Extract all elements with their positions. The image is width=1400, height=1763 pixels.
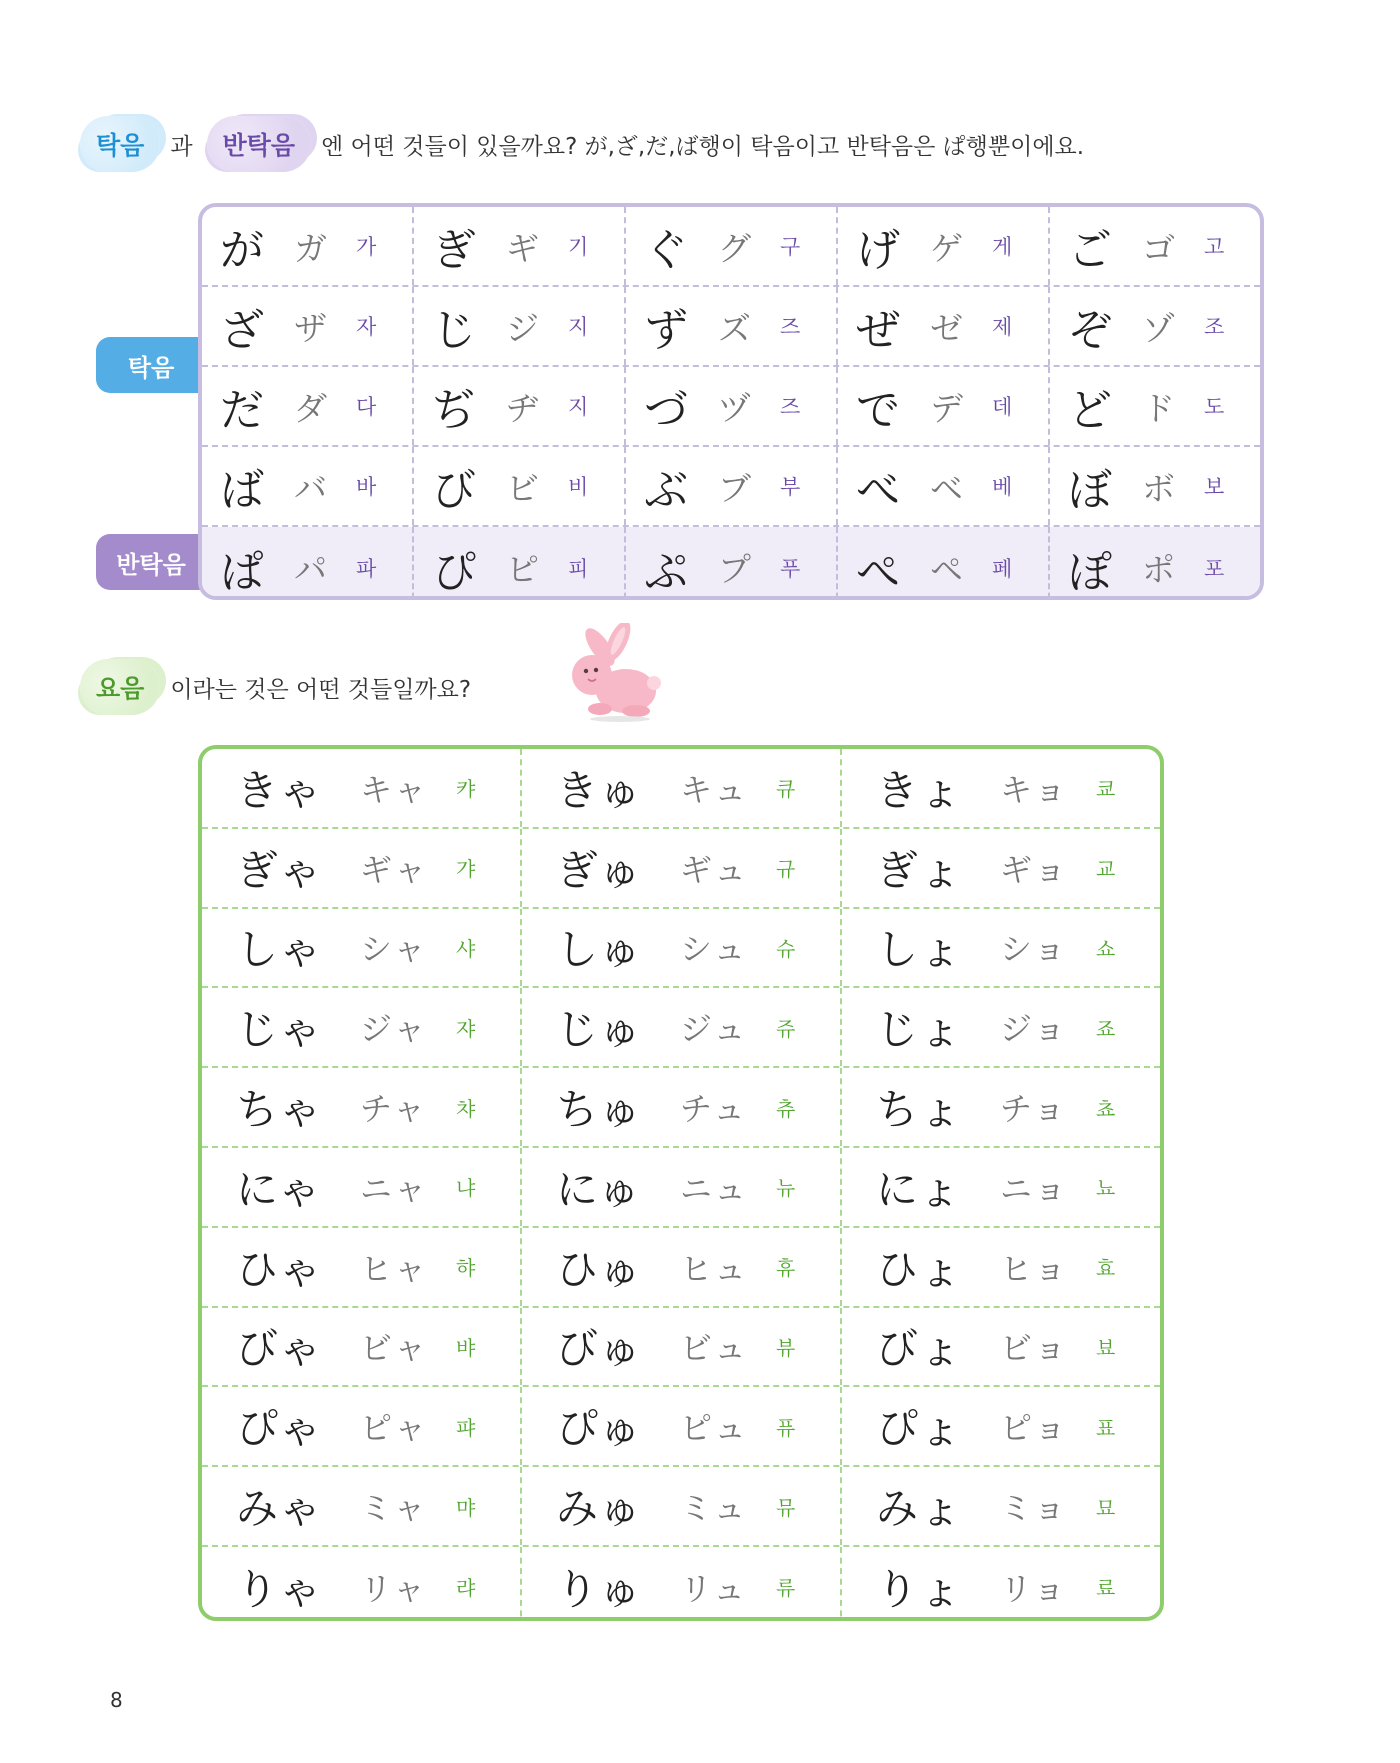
dakuon-katakana: プ: [718, 550, 751, 589]
dakuon-cell: [626, 447, 838, 525]
dakuon-hiragana: ぐ: [644, 225, 688, 276]
dakuon-katakana: ジ: [506, 308, 539, 348]
page-number: 8: [110, 1688, 123, 1712]
youon-cell: [842, 1547, 1160, 1621]
youon-korean: 휴: [776, 1256, 796, 1281]
youon-cell: [522, 1308, 842, 1386]
youon-hiragana: びゃ: [236, 1324, 323, 1374]
youon-katakana: ギョ: [1000, 850, 1069, 889]
dakuon-row: [202, 287, 1260, 367]
dakuon-cell: [838, 367, 1050, 445]
dakuon-hiragana: だ: [220, 385, 264, 436]
youon-cell: [842, 1148, 1160, 1226]
dakuon-cell: [626, 207, 838, 285]
dakuon-hiragana: ぞ: [1068, 305, 1112, 356]
dakuon-cell: [838, 527, 1050, 600]
dakuon-katakana: ザ: [294, 308, 327, 348]
youon-katakana: キュ: [680, 770, 749, 809]
youon-hiragana: みょ: [876, 1484, 963, 1534]
youon-korean: 먀: [456, 1495, 476, 1520]
youon-hiragana: じゅ: [556, 1005, 643, 1055]
youon-cell: [522, 1467, 842, 1545]
dakuon-side-label: 탁음: [96, 337, 206, 393]
dakuon-katakana: ゾ: [1142, 308, 1175, 348]
dakuon-korean: 지: [568, 315, 589, 339]
dakuon-hiragana: ば: [220, 465, 264, 516]
youon-hiragana: みゃ: [236, 1484, 323, 1534]
youon-hiragana: きゃ: [236, 765, 323, 815]
youon-korean: 쵸: [1096, 1096, 1116, 1121]
youon-katakana: チャ: [360, 1090, 428, 1129]
dakuon-hiragana: げ: [856, 225, 900, 276]
dakuon-cell: [1050, 287, 1260, 365]
dakuon-korean: 베: [992, 475, 1013, 499]
dakuon-cell: [202, 447, 414, 525]
youon-korean: 효: [1096, 1256, 1116, 1281]
dakuon-katakana: ダ: [294, 388, 327, 428]
dakuon-cell: [414, 287, 626, 365]
dakuon-korean: 다: [356, 395, 377, 419]
youon-korean: 큐: [776, 777, 796, 802]
bunny-icon: [560, 623, 666, 725]
youon-katakana: ピュ: [680, 1409, 749, 1448]
dakuon-katakana: ゼ: [930, 308, 963, 348]
intro-text: 엔 어떤 것들이 있을까요? が,ざ,だ,ば행이 탁음이고 반탁음은 ぱ행뿐이에요.: [320, 133, 1085, 160]
dakuon-intro: [80, 112, 1084, 176]
dakuon-hiragana: ぺ: [856, 546, 900, 598]
dakuon-katakana: グ: [718, 228, 751, 268]
dakuon-katakana: ゴ: [1142, 228, 1175, 268]
dakuon-hiragana: ご: [1068, 225, 1112, 276]
youon-katakana: シュ: [680, 930, 748, 969]
youon-cell: [202, 1387, 522, 1465]
youon-hiragana: しょ: [876, 925, 963, 975]
youon-cell: [522, 1148, 842, 1226]
dakuon-hiragana: ざ: [220, 305, 264, 356]
dakuon-hiragana: ぢ: [432, 385, 476, 436]
dakuon-hiragana: ぜ: [856, 305, 900, 356]
youon-cell: [202, 909, 522, 987]
dakuon-cell: [202, 367, 414, 445]
youon-cell: [202, 1547, 522, 1621]
youon-hiragana: ぴょ: [876, 1404, 963, 1454]
youon-katakana: ヒョ: [1000, 1249, 1069, 1288]
handakuon-side-label: 반탁음: [96, 534, 206, 590]
dakuon-row: [202, 207, 1260, 287]
dakuon-cell: [202, 287, 414, 365]
youon-cell: [202, 988, 522, 1066]
dakuon-korean: 게: [992, 235, 1013, 259]
youon-katakana: チュ: [680, 1090, 748, 1129]
youon-korean: 뱌: [456, 1335, 476, 1360]
dakuon-katakana: ヅ: [718, 388, 751, 428]
dakuon-cell: [838, 447, 1050, 525]
youon-korean: 뵤: [1096, 1335, 1116, 1360]
dakuon-cell: [414, 527, 626, 600]
youon-hiragana: ちょ: [876, 1085, 963, 1135]
youon-korean: 햐: [456, 1256, 476, 1281]
dakuon-katakana: パ: [294, 550, 327, 589]
dakuon-cell: [626, 527, 838, 600]
dakuon-korean: 포: [1204, 556, 1225, 581]
youon-cell: [522, 909, 842, 987]
youon-hiragana: りゃ: [236, 1564, 323, 1614]
youon-row: [202, 1387, 1160, 1467]
youon-korean: 냐: [456, 1176, 476, 1201]
handakuon-cloud-label: 반탁음: [207, 116, 311, 172]
youon-hiragana: しゃ: [236, 925, 323, 975]
youon-korean: 쇼: [1096, 936, 1116, 961]
youon-korean: 뉴: [776, 1176, 796, 1201]
youon-katakana: ヒュ: [680, 1249, 749, 1288]
youon-row: [202, 829, 1160, 909]
youon-hiragana: びょ: [876, 1324, 963, 1374]
youon-hiragana: ぴゅ: [556, 1404, 643, 1454]
youon-korean: 표: [1096, 1415, 1116, 1440]
youon-cloud-label: 요음: [80, 659, 160, 715]
youon-cell: [522, 1068, 842, 1146]
dakuon-korean: 고: [1204, 235, 1225, 259]
dakuon-hiragana: ぴ: [432, 546, 476, 598]
youon-cell: [202, 1148, 522, 1226]
youon-korean: 류: [776, 1576, 796, 1601]
dakuon-katakana: ギ: [506, 228, 539, 268]
dakuon-cell: [414, 207, 626, 285]
dakuon-katakana: デ: [930, 388, 963, 428]
dakuon-katakana: バ: [294, 468, 327, 508]
youon-cell: [522, 749, 842, 827]
youon-cell: [842, 749, 1160, 827]
youon-katakana: ピョ: [1000, 1409, 1069, 1448]
dakuon-katakana: ベ: [930, 468, 963, 508]
dakuon-korean: 페: [992, 556, 1013, 581]
dakuon-katakana: ゲ: [930, 228, 963, 268]
dakuon-cell: [838, 287, 1050, 365]
dakuon-hiragana: ど: [1068, 385, 1112, 436]
youon-katakana: ミョ: [1000, 1489, 1068, 1528]
dakuon-korean: 가: [356, 235, 377, 259]
dakuon-katakana: ビ: [506, 468, 539, 508]
youon-hiragana: きょ: [876, 765, 963, 815]
youon-katakana: ヒャ: [360, 1249, 429, 1288]
youon-cell: [522, 1228, 842, 1306]
dakuon-korean: 푸: [780, 556, 801, 581]
youon-intro: [80, 655, 471, 719]
dakuon-korean: 도: [1204, 395, 1225, 419]
dakuon-katakana: ブ: [718, 468, 751, 508]
dakuon-korean: 보: [1204, 475, 1225, 499]
youon-row: [202, 1228, 1160, 1308]
dakuon-katakana: ペ: [930, 550, 963, 589]
dakuon-korean: 파: [356, 556, 377, 581]
dakuon-katakana: ピ: [506, 550, 539, 589]
youon-katakana: ジュ: [680, 1010, 748, 1049]
youon-korean: 뇨: [1096, 1176, 1116, 1201]
youon-table: [198, 745, 1164, 1621]
dakuon-hiragana: で: [856, 385, 900, 436]
dakuon-korean: 비: [568, 475, 589, 499]
dakuon-korean: 제: [992, 315, 1013, 339]
dakuon-katakana: ボ: [1142, 468, 1175, 508]
dakuon-korean: 기: [568, 235, 589, 259]
dakuon-hiragana: づ: [644, 385, 688, 436]
youon-hiragana: にょ: [876, 1164, 962, 1214]
youon-cell: [842, 1467, 1160, 1545]
dakuon-row: [202, 367, 1260, 447]
youon-row: [202, 909, 1160, 989]
youon-katakana: ビョ: [1000, 1329, 1069, 1368]
youon-katakana: ショ: [1000, 930, 1068, 969]
youon-cell: [522, 1547, 842, 1621]
dakuon-cell: [838, 207, 1050, 285]
youon-korean: 뷰: [776, 1335, 796, 1360]
youon-korean: 쥬: [776, 1016, 796, 1041]
dakuon-cell: [1050, 527, 1260, 600]
dakuon-katakana: ポ: [1142, 550, 1175, 589]
youon-katakana: ニュ: [680, 1169, 749, 1208]
youon-hiragana: みゅ: [556, 1484, 643, 1534]
youon-katakana: ミュ: [680, 1489, 748, 1528]
youon-cell: [202, 1467, 522, 1545]
youon-hiragana: びゅ: [556, 1324, 643, 1374]
dakuon-korean: 부: [780, 475, 801, 499]
youon-korean: 슈: [776, 936, 796, 961]
dakuon-korean: 조: [1204, 315, 1225, 339]
youon-korean: 퓨: [776, 1415, 796, 1440]
youon-row: [202, 1068, 1160, 1148]
youon-korean: 퍄: [456, 1415, 476, 1440]
youon-hiragana: しゅ: [556, 925, 643, 975]
dakuon-cell: [626, 287, 838, 365]
youon-hiragana: ひゃ: [236, 1244, 323, 1294]
dakuon-hiragana: ず: [644, 305, 688, 356]
dakuon-row: [202, 527, 1260, 600]
youon-cell: [202, 749, 522, 827]
youon-hiragana: りゅ: [556, 1564, 643, 1614]
dakuon-katakana: ド: [1142, 388, 1175, 428]
youon-korean: 츄: [776, 1096, 796, 1121]
youon-korean: 교: [1096, 857, 1116, 882]
youon-hiragana: にゅ: [556, 1164, 642, 1214]
dakuon-korean: 바: [356, 475, 377, 499]
youon-korean: 랴: [456, 1576, 476, 1601]
youon-katakana: ジョ: [1000, 1010, 1068, 1049]
youon-korean: 뮤: [776, 1495, 796, 1520]
youon-katakana: ミャ: [360, 1489, 428, 1528]
dakuon-korean: 구: [780, 235, 801, 259]
youon-hiragana: きゅ: [556, 765, 643, 815]
youon-cell: [202, 1308, 522, 1386]
dakuon-hiragana: ぽ: [1068, 546, 1112, 598]
youon-cell: [842, 909, 1160, 987]
youon-katakana: ギャ: [360, 850, 429, 889]
dakuon-hiragana: ぼ: [1068, 465, 1112, 516]
youon-katakana: ジャ: [360, 1010, 428, 1049]
youon-intro-text: 이라는 것은 어떤 것들일까요?: [170, 676, 472, 703]
dakuon-hiragana: が: [220, 225, 264, 276]
youon-korean: 쟈: [456, 1016, 476, 1041]
intro-conjunction: 과: [170, 133, 193, 160]
youon-korean: 샤: [456, 936, 476, 961]
dakuon-cloud-label: 탁음: [80, 116, 160, 172]
youon-cell: [522, 988, 842, 1066]
youon-katakana: ニャ: [360, 1169, 429, 1208]
dakuon-hiragana: ぱ: [220, 546, 264, 598]
youon-korean: 쿄: [1096, 777, 1116, 802]
youon-korean: 캬: [456, 777, 476, 802]
dakuon-korean: 데: [992, 395, 1013, 419]
dakuon-hiragana: べ: [856, 465, 900, 516]
dakuon-korean: 피: [568, 556, 589, 581]
youon-hiragana: ちゅ: [556, 1085, 643, 1135]
youon-cell: [202, 829, 522, 907]
youon-korean: 묘: [1096, 1495, 1116, 1520]
youon-cell: [842, 988, 1160, 1066]
dakuon-korean: 즈: [780, 315, 801, 339]
youon-cell: [202, 1068, 522, 1146]
youon-hiragana: ひゅ: [556, 1244, 643, 1294]
youon-hiragana: りょ: [876, 1564, 963, 1614]
youon-cell: [522, 829, 842, 907]
dakuon-korean: 지: [568, 395, 589, 419]
youon-korean: 챠: [456, 1096, 476, 1121]
youon-katakana: ビャ: [360, 1329, 429, 1368]
youon-cell: [842, 1068, 1160, 1146]
youon-cell: [842, 1228, 1160, 1306]
youon-hiragana: ちゃ: [236, 1085, 323, 1135]
youon-katakana: ビュ: [680, 1329, 749, 1368]
youon-cell: [202, 1228, 522, 1306]
dakuon-table: [198, 203, 1264, 600]
youon-katakana: ギュ: [680, 850, 749, 889]
dakuon-hiragana: ぶ: [644, 465, 688, 516]
youon-hiragana: ぎょ: [876, 845, 963, 895]
youon-katakana: シャ: [360, 930, 428, 969]
dakuon-row: [202, 447, 1260, 527]
dakuon-hiragana: じ: [432, 305, 476, 356]
youon-katakana: ピャ: [360, 1409, 429, 1448]
dakuon-cell: [414, 447, 626, 525]
youon-row: [202, 1148, 1160, 1228]
youon-katakana: リョ: [1000, 1569, 1068, 1608]
youon-katakana: チョ: [1000, 1090, 1068, 1129]
youon-row: [202, 988, 1160, 1068]
dakuon-cell: [202, 527, 414, 600]
youon-hiragana: じょ: [876, 1005, 963, 1055]
dakuon-cell: [1050, 447, 1260, 525]
youon-katakana: キョ: [1000, 770, 1069, 809]
youon-hiragana: ぴゃ: [236, 1404, 323, 1454]
youon-cell: [522, 1387, 842, 1465]
youon-hiragana: ひょ: [876, 1244, 963, 1294]
dakuon-katakana: ガ: [294, 228, 327, 268]
youon-katakana: ニョ: [1000, 1169, 1069, 1208]
dakuon-cell: [626, 367, 838, 445]
youon-cell: [842, 1387, 1160, 1465]
youon-hiragana: じゃ: [236, 1005, 323, 1055]
youon-cell: [842, 829, 1160, 907]
dakuon-hiragana: ぎ: [432, 225, 476, 276]
youon-korean: 규: [776, 857, 796, 882]
youon-cell: [842, 1308, 1160, 1386]
dakuon-korean: 즈: [780, 395, 801, 419]
dakuon-hiragana: ぷ: [644, 546, 688, 598]
dakuon-cell: [414, 367, 626, 445]
youon-hiragana: ぎゃ: [236, 845, 323, 895]
youon-korean: 죠: [1096, 1016, 1116, 1041]
dakuon-hiragana: び: [432, 465, 476, 516]
youon-row: [202, 1308, 1160, 1388]
youon-row: [202, 1467, 1160, 1547]
youon-hiragana: にゃ: [236, 1164, 322, 1214]
youon-korean: 료: [1096, 1576, 1116, 1601]
dakuon-cell: [1050, 207, 1260, 285]
dakuon-cell: [1050, 367, 1260, 445]
youon-row: [202, 749, 1160, 829]
dakuon-katakana: ヂ: [506, 388, 539, 428]
youon-katakana: リャ: [360, 1569, 428, 1608]
dakuon-cell: [202, 207, 414, 285]
youon-korean: 갸: [456, 857, 476, 882]
youon-hiragana: ぎゅ: [556, 845, 643, 895]
youon-katakana: キャ: [360, 770, 429, 809]
dakuon-katakana: ズ: [718, 308, 751, 348]
dakuon-korean: 자: [356, 315, 377, 339]
youon-row: [202, 1547, 1160, 1621]
youon-katakana: リュ: [680, 1569, 748, 1608]
